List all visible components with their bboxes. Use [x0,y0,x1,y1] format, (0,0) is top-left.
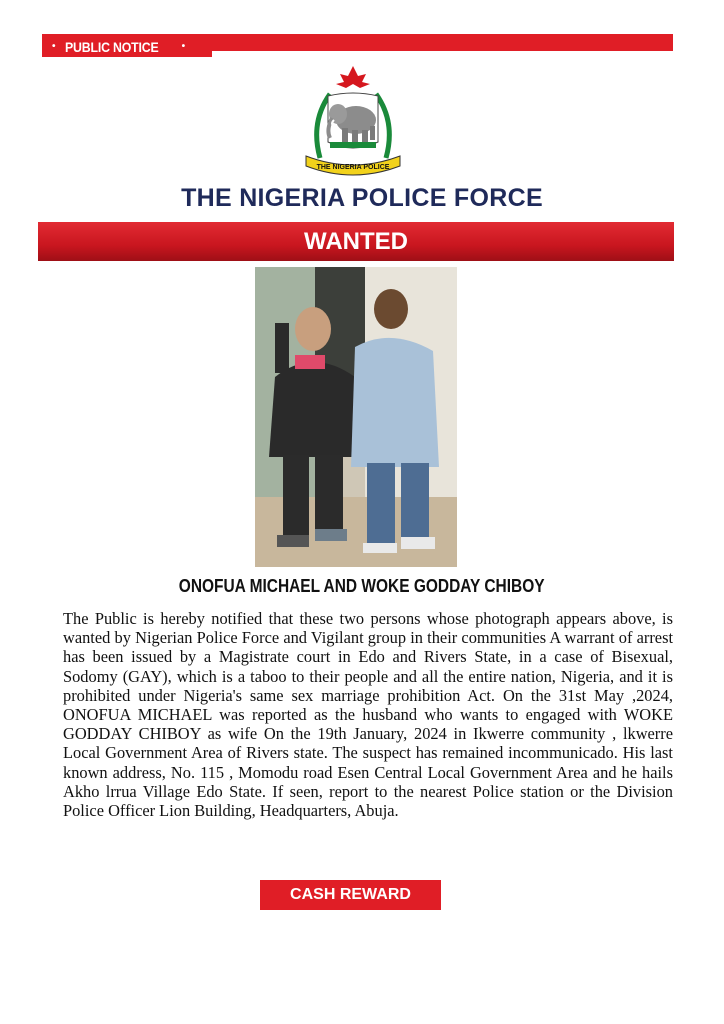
suspects-photo [255,267,457,567]
wanted-banner: WANTED [38,222,674,261]
bullet-dot-right: • [181,41,185,52]
public-notice-label: PUBLIC NOTICE [65,38,159,55]
cash-reward-badge: CASH REWARD [260,880,441,910]
bullet-dot-left: • [52,41,56,52]
notice-body: The Public is hereby notified that these two persons whose photograph appears above, is wanted by Nigerian Police Force and Vigilant group in their communities A warrant of arrest has been issued by a Magistrate court in Edo and Rivers State, in a case of Bisexual, Sodomy (GAY), which is a taboo to their people and all the entire nation, Nigeria, and it is prohibited under Nigeria's same sex marriage prohibition Act. On the 31st May ,2024, ONOFUA MICHAEL was reported as the husband who wants to engaged with WOKE GODDAY CHIBOY as wife On the 19th January, 2024 in Ikwerre community , lkwerre Local Government Area of Rivers state. The suspect has remained incommunicado. His last known address, No. 115 , Momodu road Esen Central Local Government Area and he hails Akho lrrua Village Edo State. If seen, report to the nearest Police station or the Division Police Officer Lion Building, Headquarters, Abuja. [63,609,673,821]
public-notice-tab [42,36,212,57]
suspects-names-text: ONOFUA MICHAEL AND WOKE GODDAY CHIBOY [179,576,545,596]
crest-scroll-text: THE NIGERIA POLICE [316,164,390,171]
suspects-names [0,576,724,597]
page-title: THE NIGERIA POLICE FORCE [181,184,543,212]
nigeria-police-crest-icon [300,62,406,178]
